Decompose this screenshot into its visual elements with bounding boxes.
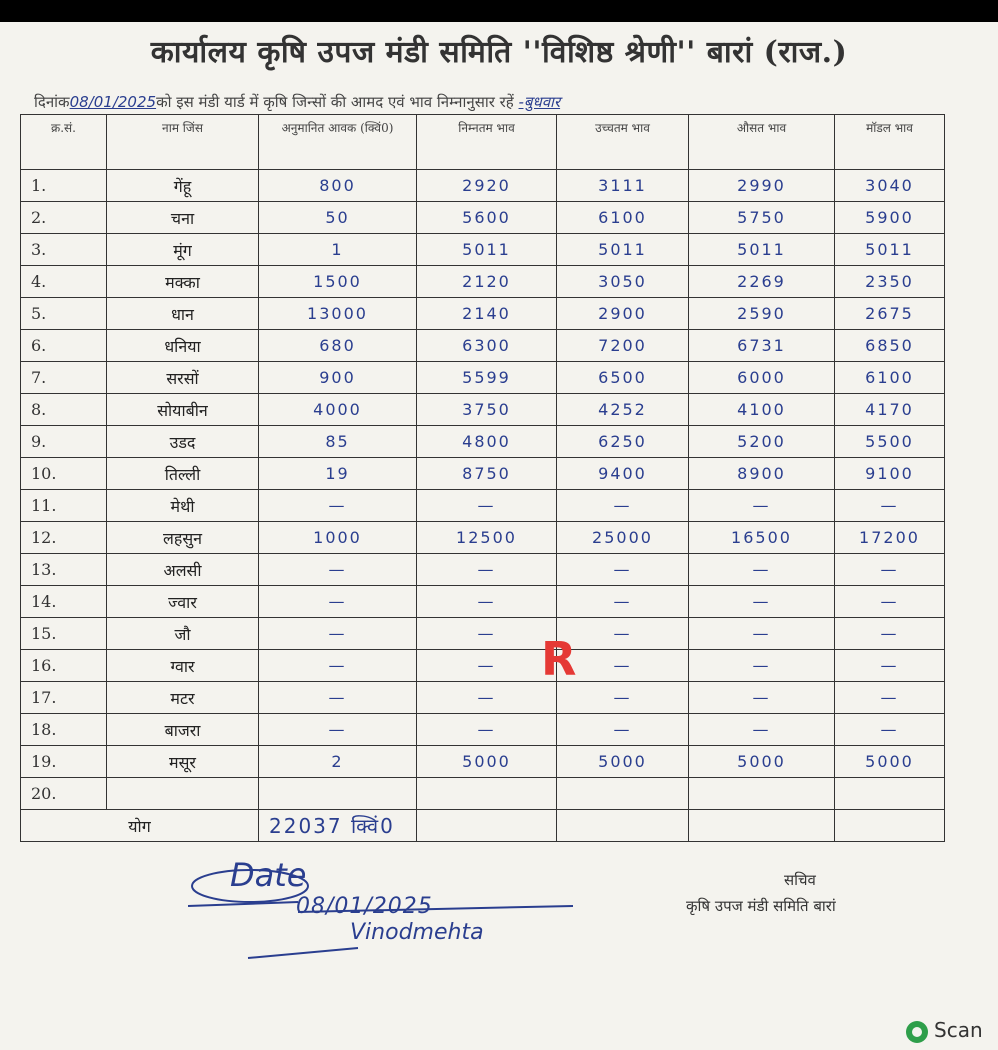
cell-avg: — [689,618,835,650]
table-row [21,234,945,266]
cell-arrival: 1 [259,234,417,266]
table-row [21,490,945,522]
cell-avg: 5011 [689,234,835,266]
cell-modal: 5900 [835,202,945,234]
cell-modal: 6100 [835,362,945,394]
total-empty [557,810,689,842]
table-row [21,650,945,682]
scan-watermark-text: Scan [934,1018,983,1042]
cell-name: उडद [107,426,259,458]
table-row [21,266,945,298]
top-black-bar [0,0,998,22]
cell-name: ग्वार [107,650,259,682]
cell-max: 6250 [557,426,689,458]
cell-modal: 9100 [835,458,945,490]
table-row [21,522,945,554]
scan-watermark [906,1018,983,1043]
cell-arrival: 4000 [259,394,417,426]
cell-min: 2120 [417,266,557,298]
cell-avg: 5200 [689,426,835,458]
cell-max: 6500 [557,362,689,394]
date-line [34,92,560,112]
cell-name: मटर [107,682,259,714]
total-empty [689,810,835,842]
sign-underline [248,948,358,958]
cell-sno: 15. [21,618,107,650]
col-commodity: नाम जिंस [107,115,259,170]
cell-max: — [557,650,689,682]
table-row [21,714,945,746]
cell-modal: — [835,650,945,682]
cell-min: 12500 [417,522,557,554]
cell-min: 2140 [417,298,557,330]
cell-max [557,778,689,810]
total-empty [417,810,557,842]
rates-table [20,114,945,842]
cell-name: मक्का [107,266,259,298]
cell-min: — [417,618,557,650]
cell-arrival: 85 [259,426,417,458]
cell-avg: 5750 [689,202,835,234]
cell-max: — [557,586,689,618]
table-row [21,682,945,714]
table-row [21,394,945,426]
cell-sno: 13. [21,554,107,586]
cell-avg [689,778,835,810]
cell-max: 3111 [557,170,689,202]
table-row [21,330,945,362]
cell-min: — [417,490,557,522]
secretary-org: कृषि उपज मंडी समिति बारां [686,897,836,915]
table-row [21,426,945,458]
cell-modal: 5000 [835,746,945,778]
cell-sno: 10. [21,458,107,490]
cell-min: 5011 [417,234,557,266]
cell-max: 3050 [557,266,689,298]
cell-sno: 14. [21,586,107,618]
col-serial: क्र.सं. [21,115,107,170]
stamp-date-label: Date [230,856,307,894]
cell-min: 4800 [417,426,557,458]
cell-max: — [557,490,689,522]
cell-modal: — [835,554,945,586]
cell-avg: — [689,682,835,714]
cell-min [417,778,557,810]
cell-arrival: — [259,618,417,650]
cell-sno: 16. [21,650,107,682]
cell-modal: 4170 [835,394,945,426]
cell-min: 8750 [417,458,557,490]
handwritten-signature: Vinodmehta [350,920,484,945]
cell-sno: 2. [21,202,107,234]
cell-modal: — [835,618,945,650]
table-row [21,298,945,330]
cell-modal: 2350 [835,266,945,298]
cell-avg: 5000 [689,746,835,778]
cell-sno: 5. [21,298,107,330]
cell-max: 4252 [557,394,689,426]
cell-modal: 5500 [835,426,945,458]
cell-modal: 6850 [835,330,945,362]
cell-arrival: 1500 [259,266,417,298]
table-body [21,170,945,810]
col-arrival: अनुमानित आवक (क्विं0) [259,115,417,170]
cell-avg: 2990 [689,170,835,202]
table-row [21,458,945,490]
table-row [21,202,945,234]
cell-min: 2920 [417,170,557,202]
cell-arrival: — [259,650,417,682]
cell-modal: 2675 [835,298,945,330]
col-modal-price: मॉडल भाव [835,115,945,170]
handwritten-date: 08/01/2025 [69,93,157,111]
cell-name: बाजरा [107,714,259,746]
table-row [21,554,945,586]
cell-modal: 3040 [835,170,945,202]
cell-name: धान [107,298,259,330]
cell-arrival: 50 [259,202,417,234]
table-row [21,170,945,202]
cell-modal [835,778,945,810]
cell-max: 6100 [557,202,689,234]
cell-max: 7200 [557,330,689,362]
cell-max: 25000 [557,522,689,554]
col-max-price: उच्चतम भाव [557,115,689,170]
cell-name: सोयाबीन [107,394,259,426]
cell-min: — [417,714,557,746]
cell-arrival: 1000 [259,522,417,554]
handwritten-day: -बुधवार [518,93,561,111]
cell-min: 5600 [417,202,557,234]
cell-arrival [259,778,417,810]
cell-name [107,778,259,810]
cell-name: धनिया [107,330,259,362]
cell-min: — [417,586,557,618]
cell-sno: 9. [21,426,107,458]
total-empty [835,810,945,842]
cell-max: 5000 [557,746,689,778]
cell-arrival: — [259,586,417,618]
cell-max: 5011 [557,234,689,266]
cell-sno: 18. [21,714,107,746]
total-label: योग [21,810,259,842]
cell-arrival: 800 [259,170,417,202]
cell-min: 3750 [417,394,557,426]
cell-sno: 19. [21,746,107,778]
col-min-price: निम्नतम भाव [417,115,557,170]
cell-avg: 16500 [689,522,835,554]
cell-max: — [557,554,689,586]
cell-sno: 20. [21,778,107,810]
secretary-title: सचिव [784,871,816,889]
cell-arrival: 19 [259,458,417,490]
cell-max: 9400 [557,458,689,490]
cell-sno: 11. [21,490,107,522]
cell-modal: 17200 [835,522,945,554]
table-header-row [21,115,945,170]
cell-arrival: 900 [259,362,417,394]
cell-arrival: — [259,682,417,714]
cell-modal: — [835,682,945,714]
date-line-text: को इस मंडी यार्ड में कृषि जिन्सों की आमद एवं भाव निम्नानुसार रहें [156,93,514,111]
cell-max: 2900 [557,298,689,330]
cell-avg: 6731 [689,330,835,362]
cell-arrival: 13000 [259,298,417,330]
cell-name: सरसों [107,362,259,394]
signature-strokes [188,860,588,970]
cell-modal: — [835,490,945,522]
cell-modal: — [835,714,945,746]
total-row [21,810,945,842]
cell-avg: — [689,650,835,682]
cell-avg: — [689,586,835,618]
cell-sno: 17. [21,682,107,714]
cell-avg: 2269 [689,266,835,298]
cell-avg: 2590 [689,298,835,330]
cell-avg: 4100 [689,394,835,426]
cell-sno: 1. [21,170,107,202]
cell-avg: — [689,714,835,746]
cell-min: — [417,554,557,586]
table-row [21,778,945,810]
cell-modal: — [835,586,945,618]
cell-avg: 6000 [689,362,835,394]
stamp-loop [192,870,308,902]
cell-min: 6300 [417,330,557,362]
cell-name: चना [107,202,259,234]
date-underline [298,906,573,912]
cell-avg: 8900 [689,458,835,490]
cell-avg: — [689,554,835,586]
cell-min: 5000 [417,746,557,778]
cell-min: — [417,650,557,682]
cell-arrival: — [259,714,417,746]
cell-name: मूंग [107,234,259,266]
table-row [21,362,945,394]
cell-name: जौ [107,618,259,650]
cell-arrival: 680 [259,330,417,362]
cell-sno: 4. [21,266,107,298]
table-row [21,618,945,650]
cell-sno: 3. [21,234,107,266]
cell-name: मसूर [107,746,259,778]
table-row [21,746,945,778]
cell-arrival: 2 [259,746,417,778]
cell-name: अलसी [107,554,259,586]
cell-name: लहसुन [107,522,259,554]
stamp-date: 08/01/2025 [296,894,433,919]
total-arrival: 22037 क्विं0 [259,810,417,842]
office-heading: कार्यालय कृषि उपज मंडी समिति ''विशिष्ठ श्रेणी'' बारां (राज.) [150,35,848,70]
date-prefix: दिनांक [34,93,70,111]
cell-max: — [557,618,689,650]
cell-sno: 8. [21,394,107,426]
cell-name: ज्वार [107,586,259,618]
cell-arrival: — [259,490,417,522]
cell-max: — [557,714,689,746]
cell-arrival: — [259,554,417,586]
cell-max: — [557,682,689,714]
red-r-marker: R [541,632,577,686]
scan-logo-icon [906,1021,928,1043]
cell-name: मेथी [107,490,259,522]
cell-avg: — [689,490,835,522]
cell-sno: 6. [21,330,107,362]
cell-min: — [417,682,557,714]
col-avg-price: औसत भाव [689,115,835,170]
table-row [21,586,945,618]
cell-sno: 7. [21,362,107,394]
cell-name: तिल्ली [107,458,259,490]
cell-min: 5599 [417,362,557,394]
cell-modal: 5011 [835,234,945,266]
cell-sno: 12. [21,522,107,554]
cell-name: गेंहू [107,170,259,202]
